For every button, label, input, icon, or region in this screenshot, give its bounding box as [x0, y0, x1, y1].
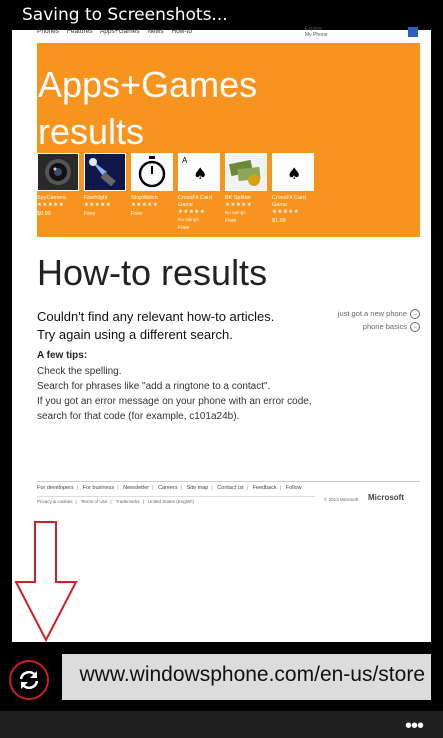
app-price: Free [225, 218, 237, 224]
app-rating: ★★★★★ [272, 209, 300, 215]
nav-apps-games-link[interactable]: Apps+Games [99, 28, 140, 35]
site-top-nav [37, 28, 420, 42]
page-content [37, 26, 420, 642]
app-rating: ★★★★★ [225, 202, 253, 208]
svg-text:A: A [182, 156, 188, 165]
status-text: Saving to Screenshots... [22, 5, 228, 25]
tips-heading: A few tips: [37, 350, 88, 361]
footer-link[interactable]: Follow [285, 485, 302, 491]
footer-links: For developers | For business | Newsletter | Careers | Site map | Contact us | Feedback | Follow [37, 485, 302, 491]
nav-news-link[interactable]: News [147, 28, 164, 35]
related-link-phone-basics[interactable] [363, 322, 420, 332]
howto-results-heading: How-to results [37, 252, 268, 293]
web-page-viewport[interactable] [12, 26, 431, 642]
tip-item: Check the spelling. [37, 366, 122, 377]
account-links[interactable] [305, 26, 328, 38]
refresh-button[interactable] [9, 660, 49, 700]
arrow-right-icon: → [412, 324, 418, 331]
legal-link[interactable]: Privacy & cookies [37, 499, 73, 504]
app-name: Flashlight [84, 195, 108, 201]
legal-links: Privacy & cookies | Terms of Use | Trademarks | United States (English) [37, 499, 195, 504]
app-rating-note: No ratings [178, 217, 199, 222]
status-bar [0, 0, 443, 30]
app-tile-flashlight[interactable] [84, 153, 126, 218]
spycamera-app-icon [37, 153, 79, 191]
ace-of-spades-card-icon [178, 153, 220, 191]
related-link-label: just got a new phone [337, 309, 407, 318]
legal-link[interactable]: United States (English) [148, 499, 195, 504]
arrow-right-icon: → [412, 311, 418, 318]
apps-heading-line2: results [38, 111, 145, 152]
no-results-message [37, 308, 317, 344]
flashlight-app-icon [84, 153, 126, 191]
app-price: Free [84, 211, 96, 217]
more-options-icon[interactable]: ••• [404, 715, 423, 737]
no-results-line2: Try again using a different search. [37, 327, 233, 342]
tip-item: Search for phrases like "add a ringtone to a contact". [37, 381, 271, 392]
footer-link[interactable]: For business [82, 485, 115, 491]
footer-link[interactable]: For developers [37, 485, 74, 491]
app-name: StopWatch [131, 195, 158, 201]
app-tile-bk-splitter[interactable] [225, 153, 267, 225]
footer-link[interactable]: Newsletter [123, 485, 150, 491]
footer-link[interactable]: Site map [186, 485, 209, 491]
app-price: $1.99 [272, 218, 286, 224]
nav-howto-link[interactable]: How-to [171, 28, 193, 35]
apps-games-results-section [37, 43, 420, 237]
app-rating-note: No ratings [225, 210, 246, 215]
app-rating: ★★★★★ [84, 202, 112, 208]
app-rating: ★★★★★ [131, 202, 159, 208]
footer-link[interactable]: Careers [158, 485, 178, 491]
legal-link[interactable]: Terms of Use [80, 499, 108, 504]
svg-text:♠: ♠ [193, 164, 208, 183]
app-price: Free [178, 225, 190, 231]
spades-card-icon [272, 153, 314, 191]
windows-logo-icon [408, 27, 418, 37]
app-bar [0, 711, 443, 738]
account-my-phone-link[interactable]: My Phone [305, 32, 328, 38]
legal-link[interactable]: Trademarks [115, 499, 140, 504]
app-rating: ★★★★★ [37, 202, 65, 208]
nav-phones-link[interactable]: Phones [37, 28, 60, 35]
tips-list [37, 364, 315, 424]
nav-features-link[interactable]: Features [66, 28, 93, 35]
microsoft-logo: Microsoft [368, 493, 404, 502]
refresh-icon [17, 668, 41, 692]
svg-text:♠: ♠ [287, 164, 302, 183]
footer-divider-2 [37, 496, 315, 497]
footer-link[interactable]: Contact us [217, 485, 244, 491]
related-link-new-phone[interactable] [338, 309, 420, 319]
app-rating: ★★★★★ [178, 209, 206, 215]
footer-divider [37, 481, 420, 482]
no-results-line1: Couldn't find any relevant how-to articles. [37, 309, 275, 324]
app-name: CrossFit Card Game [272, 195, 306, 208]
app-name: CrossFit Card Game [178, 195, 212, 208]
app-tile-crossfit-card-game[interactable] [178, 153, 220, 232]
app-tile-crossfit-card-game-2[interactable] [272, 153, 314, 225]
app-tile-spycamera[interactable] [37, 153, 79, 218]
address-bar[interactable] [62, 654, 431, 700]
app-price: $0.99 [37, 211, 51, 217]
app-price: Free [131, 211, 143, 217]
tip-item: If you got an error message on your phone with an error code, search for that code (for example, c101a24b). [37, 396, 312, 422]
apps-heading-line1: Apps+Games [38, 64, 258, 105]
related-link-label: phone basics [362, 322, 407, 331]
apps-games-heading [38, 61, 368, 155]
stopwatch-app-icon [131, 153, 173, 191]
app-tile-stopwatch[interactable] [131, 153, 173, 218]
app-name: SpyCamera [37, 195, 67, 201]
account-explore-link[interactable]: Explore [305, 26, 322, 32]
bk-splitter-app-icon [225, 153, 267, 191]
url-text: www.windowsphone.com/en-us/store [79, 663, 425, 686]
footer-link[interactable]: Feedback [252, 485, 277, 491]
app-name: BK Splitter [225, 195, 251, 201]
copyright-text: © 2013 Microsoft [324, 497, 359, 502]
